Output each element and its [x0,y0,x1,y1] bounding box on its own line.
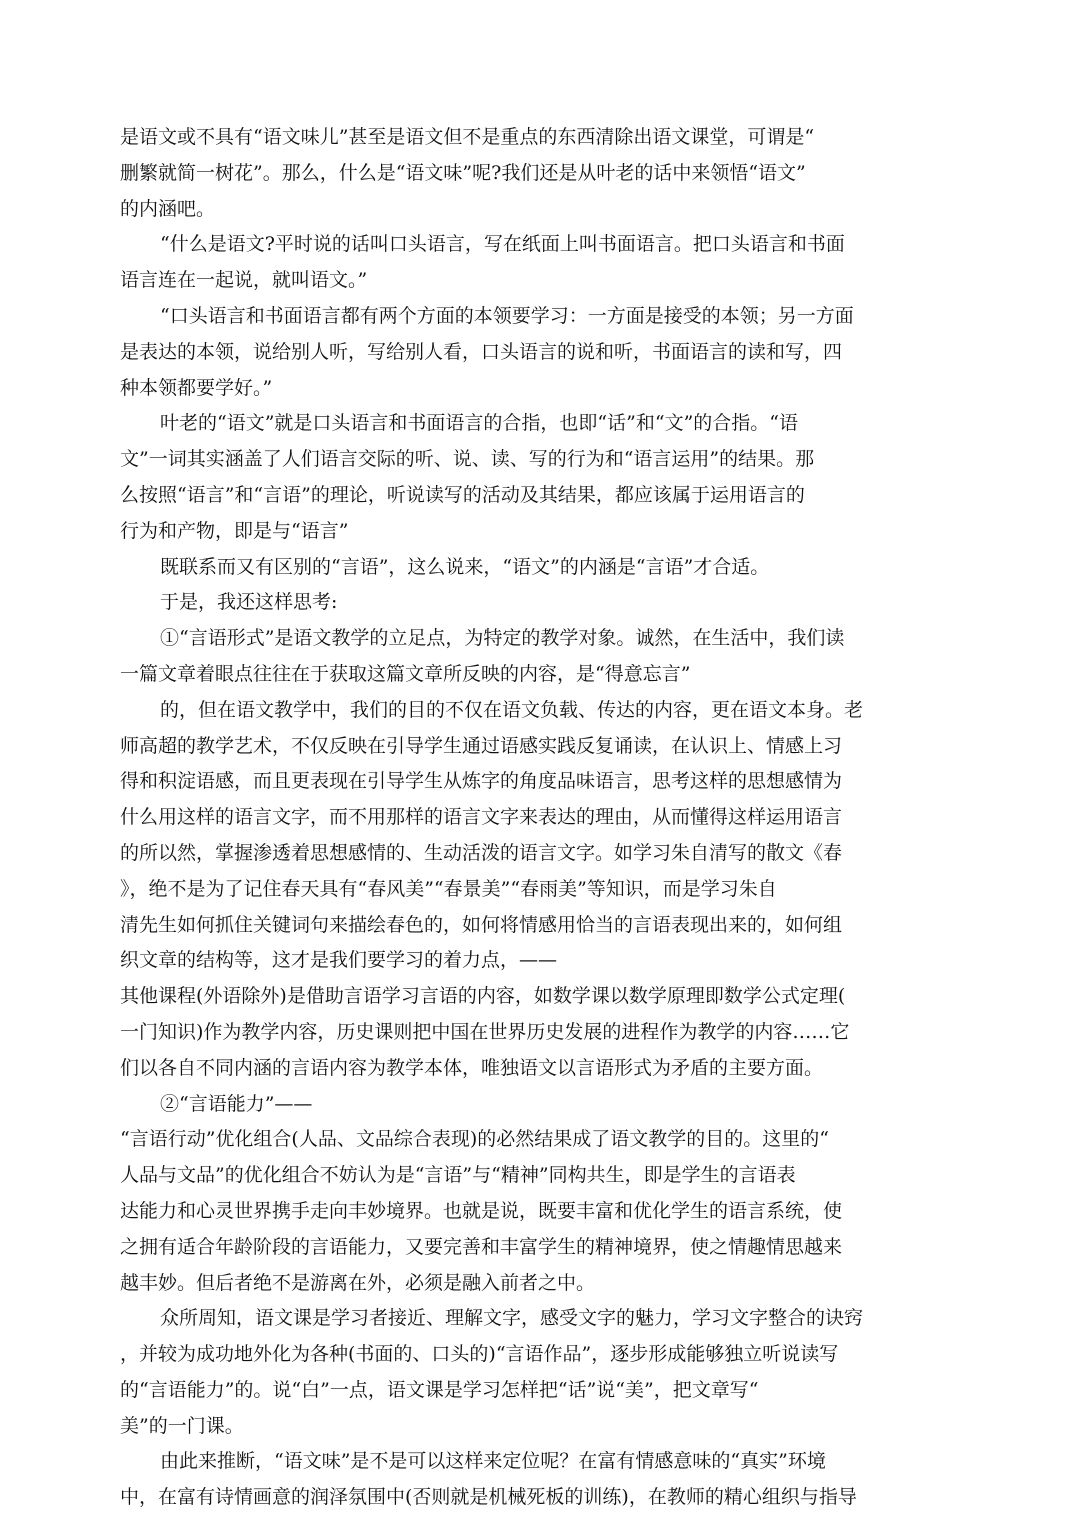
text-line: 么按照“语言”和“言语”的理论，听说读写的活动及其结果，都应该属于运用语言的 [120,483,805,506]
text-line: 越丰妙。但后者绝不是游离在外，必须是融入前者之中。 [120,1271,596,1294]
text-line: ①“言语形式”是语文教学的立足点，为特定的教学对象。诚然，在生活中，我们读 [160,627,845,650]
text-line: 行为和产物，即是与“语言” [120,519,349,542]
text-line: 的所以然，掌握渗透着思想感情的、生动活泼的语言文字。如学习朱自清写的散文《春 [120,841,843,864]
text-line: 的“言语能力”的。说“白”一点，语文课是学习怎样把“话”说“美”，把文章写“ [120,1378,759,1401]
text-line: 叶老的“语文”就是口头语言和书面语言的合指，也即“话”和“文”的合指。“语 [160,412,798,435]
text-line: 织文章的结构等，这才是我们要学习的着力点，—— [120,949,558,972]
text-line: 是语文或不具有“语文味儿”甚至是语文但不是重点的东西清除出语文课堂，可谓是“ [120,126,815,148]
document-body [120,120,970,1516]
text-line: 由此来推断，“语文味”是不是可以这样来定位呢？在富有情感意味的“真实”环境 [160,1450,826,1473]
text-line: 众所周知，语文课是学习者接近、理解文字，感受文字的魅力，学习文字整合的诀窍 [160,1307,864,1330]
text-line: 一门知识)作为教学内容，历史课则把中国在世界历史发展的进程作为教学的内容……它 [120,1020,850,1043]
text-line: 种本领都要学好。” [120,376,273,399]
text-line: 的，但在语文教学中，我们的目的不仅在语文负载、传达的内容，更在语文本身。老 [160,698,864,721]
text-line: 师高超的教学艺术，不仅反映在引导学生通过语感实践反复诵读，在认识上、情感上习 [120,734,843,757]
text-line: 达能力和心灵世界携手走向丰妙境界。也就是说，既要丰富和优化学生的语言系统，使 [120,1199,843,1222]
text-line: ，并较为成功地外化为各种(书面的、口头的)“言语作品”，逐步形成能够独立听说读写 [120,1343,839,1366]
text-line: 人品与文品”的优化组合不妨认为是“言语”与“精神”同构共生，即是学生的言语表 [120,1164,796,1187]
text-line: 一篇文章着眼点往往在于获取这篇文章所反映的内容，是“得意忘言” [120,662,691,685]
text-line: 清先生如何抓住关键词句来描绘春色的，如何将情感用恰当的言语表现出来的，如何组 [120,913,843,936]
text-line: “什么是语文?平时说的话叫口头语言，写在纸面上叫书面语言。把口头语言和书面 [160,233,845,256]
text-line: 其他课程(外语除外)是借助言语学习言语的内容，如数学课以数学原理即数学公式定理( [120,985,846,1008]
text-line: 的内涵吧。 [120,197,216,220]
text-line: 得和积淀语感，而且更表现在引导学生从炼字的角度品味语言，思考这样的思想感情为 [120,770,843,793]
text-line: 于是，我还这样思考: [160,591,338,614]
text-line: 们以各自不同内涵的言语内容为教学本体，唯独语文以言语形式为矛盾的主要方面。 [120,1056,824,1079]
text-line: “言语行动”优化组合(人品、文品综合表现)的必然结果成了语文教学的目的。这里的“ [120,1128,829,1151]
text-line: 删繁就简一树花”。那么，什么是“语文味”呢?我们还是从叶老的话中来领悟“语文” [120,161,806,184]
text-line: 什么用这样的语言文字，而不用那样的语言文字来表达的理由，从而懂得这样运用语言 [120,806,843,829]
text-line: 文”一词其实涵盖了人们语言交际的听、说、读、写的行为和“语言运用”的结果。那 [120,448,815,471]
text-line: 》，绝不是为了记住春天具有“春风美”“春景美”“春雨美”等知识，而是学习朱自 [120,877,777,900]
text-line: 是表达的本领，说给别人听，写给别人看，口头语言的说和听，书面语言的读和写，四 [120,340,843,363]
text-line: “口头语言和书面语言都有两个方面的本领要学习：一方面是接受的本领；另一方面 [160,304,854,327]
text-line: 美”的一门课。 [120,1414,244,1437]
text-line: 之拥有适合年龄阶段的言语能力，又要完善和丰富学生的精神境界，使之情趣情思越来 [120,1235,843,1258]
text-line: ②“言语能力”—— [160,1092,313,1115]
text-line: 语言连在一起说，就叫语文。” [120,269,368,292]
text-line: 中，在富有诗情画意的润泽氛围中(否则就是机械死板的训练)，在教师的精心组织与指导 [120,1486,857,1509]
text-line: 既联系而又有区别的“言语”，这么说来，“语文”的内涵是“言语”才合适。 [160,555,770,578]
